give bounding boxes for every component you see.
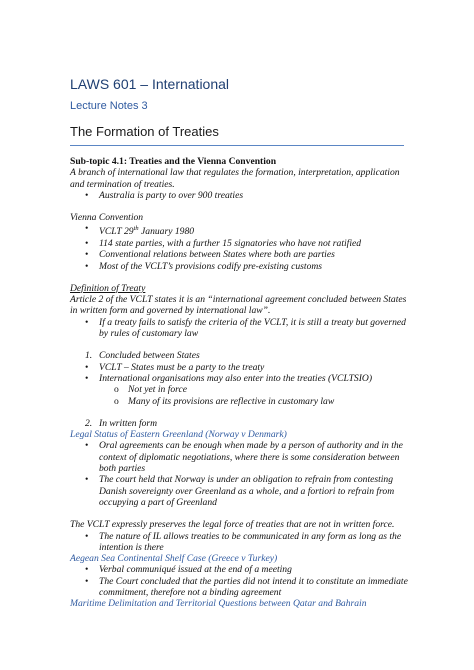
list-item: • The nature of IL allows treaties to be communicated in any form as long as the intention is there — [70, 531, 410, 554]
definition-label: Definition of Treaty — [70, 282, 146, 294]
document-body — [70, 156, 410, 610]
case-aegean: Aegean Sea Continental Shelf Case (Greece v Turkey) — [70, 553, 278, 565]
aegean-bullets — [70, 564, 410, 598]
item-number: 1. — [85, 350, 93, 362]
item-text: In written form — [99, 417, 158, 429]
item-number: 2. — [85, 417, 93, 429]
subtopic-title: Sub-topic 4.1: Treaties and the Vienna Convention — [70, 156, 277, 167]
list-item: o Not yet in force — [70, 384, 410, 395]
list-item: • VCLT – States must be a party to the treaty — [70, 362, 410, 373]
list-item: • Conventional relations between States where both are parties — [70, 249, 410, 260]
list-item: • The Court concluded that the parties did not intend it to constitute an immediate commitment, therefore not a binding agreement — [70, 576, 410, 599]
heading-rule — [70, 145, 404, 146]
definition-text: Article 2 of the VCLT states it is an “international agreement concluded between States in written form and governed by international law”. — [70, 294, 407, 317]
case-greenland: Legal Status of Eastern Greenland (Norway v Denmark) — [70, 429, 287, 441]
numbered-list-1 — [70, 350, 410, 361]
list-item — [70, 223, 410, 237]
vclt-date-text: VCLT 29 — [99, 226, 134, 238]
list-item: • Verbal communiqué issued at the end of a meeting — [70, 564, 410, 575]
list-item: • International organisations may also enter into the treaties (VCLTSIO) — [70, 373, 410, 384]
list-item: o Many of its provisions are reflective in customary law — [70, 396, 410, 407]
list-item: • Most of the VCLT’s provisions codify pre-existing customs — [70, 261, 410, 272]
case-qatar: Maritime Delimitation and Territorial Questions between Qatar and Bahrain — [70, 598, 367, 610]
list-item: • The court held that Norway is under an obligation to refrain from contesting Danish sovereignty over Greenland as a whole, and a fortiori to refrain from occupying a part of Greenland — [70, 474, 410, 508]
item-text: Concluded between States — [99, 350, 200, 362]
unwritten-bullets — [70, 531, 410, 554]
item1-bullets — [70, 362, 410, 385]
lecture-label: Lecture Notes 3 — [70, 100, 148, 112]
list-item: • If a treaty fails to satisfy the criteria of the VCLT, it is still a treaty but governed by rules of customary law — [70, 317, 410, 340]
list-item: • Australia is party to over 900 treaties — [70, 190, 410, 201]
vclt-date-rest: January 1980 — [138, 226, 195, 238]
subtopic-intro: A branch of international law that regulates the formation, interpretation, application and termination of treaties. — [70, 167, 400, 190]
item1-subbullets — [70, 384, 410, 407]
unwritten-text: The VCLT expressly preserves the legal force of treaties that are not in written force. — [70, 519, 395, 531]
list-item — [70, 418, 410, 429]
definition-bullets — [70, 317, 410, 340]
vienna-label: Vienna Convention — [70, 212, 144, 224]
vienna-bullets — [70, 223, 410, 271]
list-item: • Oral agreements can be enough when made by a person of authority and in the context of diplomatic negotiations, where there is some consideration between both parties — [70, 440, 410, 474]
greenland-bullets — [70, 440, 410, 508]
list-item — [70, 350, 410, 361]
course-title: LAWS 601 – International — [70, 76, 230, 92]
vclt-date-sup: th — [133, 225, 139, 233]
numbered-list-2 — [70, 418, 410, 429]
list-item: • 114 state parties, with a further 15 signatories who have not ratified — [70, 238, 410, 249]
section-heading: The Formation of Treaties — [70, 124, 219, 139]
subtopic-bullets — [70, 190, 410, 201]
